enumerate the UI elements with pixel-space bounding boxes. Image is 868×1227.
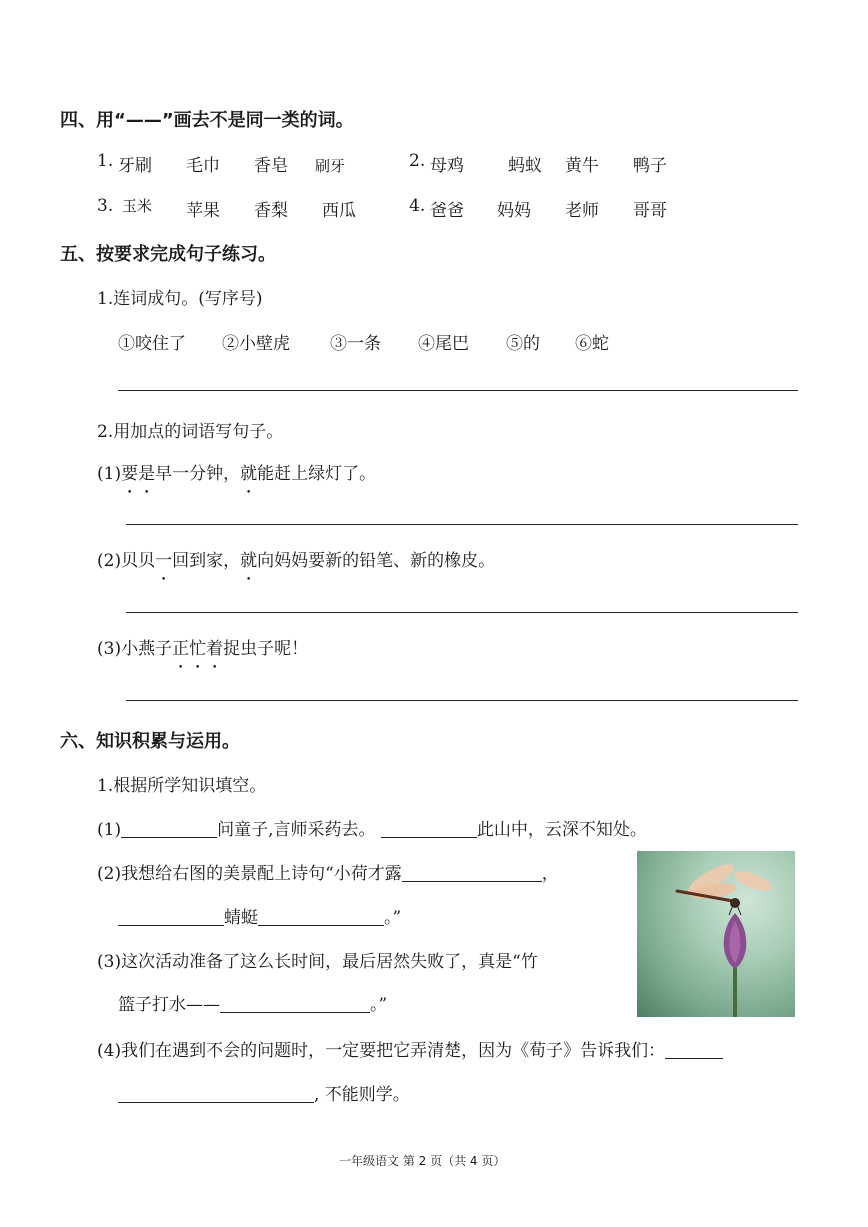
question-2: 2.用加点的词语写句子。: [97, 422, 284, 442]
word-card: ②小壁虎: [222, 334, 290, 354]
fill-blank-4-cont: [118, 1080, 410, 1105]
fill-blank-1: [97, 815, 647, 840]
blank[interactable]: [118, 907, 224, 926]
blank[interactable]: [118, 1084, 314, 1103]
sentence-text: 小燕子: [121, 639, 173, 659]
word: 苹果: [186, 201, 220, 221]
word: 西瓜: [322, 201, 356, 221]
word: 刷牙: [315, 157, 346, 175]
blank[interactable]: [258, 907, 384, 926]
word: 母鸡: [430, 156, 464, 176]
blank[interactable]: [121, 819, 217, 838]
dotted-char: 就: [240, 551, 258, 571]
item-number: 3.: [97, 196, 114, 216]
word: 香梨: [254, 201, 288, 221]
dragonfly-icon: [637, 851, 795, 1017]
sentence-text: 早一分钟，: [155, 464, 241, 484]
blank[interactable]: [220, 994, 370, 1013]
question-1: 1.根据所学知识填空。: [97, 776, 267, 796]
word: 黄牛: [565, 156, 599, 176]
word-card: ①咬住了: [118, 334, 186, 354]
item-number: 2.: [409, 151, 426, 171]
word: 毛巾: [186, 156, 220, 176]
section6-title: 六、知识积累与运用。: [60, 731, 240, 752]
poem-text: 此山中，云深不知处。: [476, 820, 647, 840]
item-number: 1.: [97, 151, 114, 171]
fill-blank-3-cont: [118, 990, 387, 1015]
item-number: 4.: [409, 196, 426, 216]
sentence-number: (2): [97, 551, 122, 571]
section5-title: 五、按要求完成句子练习。: [60, 244, 276, 265]
dotted-char: 要: [121, 464, 139, 484]
sentence-1: [97, 459, 376, 484]
sentence-text: 向妈妈要新的铅笔、新的橡皮。: [257, 551, 496, 571]
item-number: (2): [97, 864, 122, 884]
poem-text: 蜻蜓: [224, 908, 258, 928]
dragonfly-lotus-photo: [637, 851, 795, 1017]
answer-line[interactable]: [126, 612, 798, 613]
dotted-char: 正: [172, 639, 190, 659]
word-card: ④尾巴: [418, 334, 469, 354]
word: 鸭子: [633, 156, 667, 176]
fill-blank-2-cont: [118, 903, 401, 928]
fill-blank-2: [97, 859, 559, 884]
blank[interactable]: [665, 1040, 723, 1059]
word-card: ③一条: [330, 334, 381, 354]
item-number: (4): [97, 1041, 122, 1061]
item-number: (3): [97, 952, 122, 972]
word-card: ⑤的: [506, 334, 540, 354]
word: 爸爸: [430, 201, 464, 221]
dotted-char: 着: [206, 639, 224, 659]
blank[interactable]: [381, 819, 477, 838]
dotted-char: 是: [138, 464, 156, 484]
sentence-number: (1): [97, 464, 122, 484]
answer-line[interactable]: [118, 390, 798, 391]
dotted-char: 一: [155, 551, 173, 571]
word: 香皂: [254, 156, 288, 176]
word-card: ⑥蛇: [575, 334, 609, 354]
sentence-number: (3): [97, 639, 122, 659]
word: 哥哥: [633, 201, 667, 221]
sentence-text: 捉虫子呢！: [223, 639, 309, 659]
dotted-char: 就: [240, 464, 258, 484]
poem-text: 我想给右图的美景配上诗句“小荷才露: [121, 864, 402, 884]
fill-blank-4: [97, 1036, 723, 1061]
answer-line[interactable]: [126, 700, 798, 701]
quote-text: , 不能则学。: [314, 1085, 410, 1105]
word: 蚂蚁: [508, 156, 542, 176]
quote-text: 我们在遇到不会的问题时，一定要把它弄清楚，因为《荀子》告诉我们：: [121, 1041, 666, 1061]
sentence-text: 贝贝: [121, 551, 156, 571]
blank[interactable]: [402, 863, 542, 882]
page-footer: 一年级语文 第 2 页（共 4 页）: [339, 1154, 506, 1168]
poem-text: 问童子,言师采药去。: [217, 820, 376, 840]
section4-title: 四、用“——”画去不是同一类的词。: [60, 110, 354, 131]
sentence-text: 能赶上绿灯了。: [257, 464, 377, 484]
word: 老师: [565, 201, 599, 221]
word: 妈妈: [497, 201, 531, 221]
idiom-text: 。”: [370, 995, 388, 1015]
dotted-char: 忙: [189, 639, 207, 659]
sentence-text: 回到家，: [172, 551, 241, 571]
poem-text: 。”: [384, 908, 402, 928]
fill-blank-3: [97, 947, 538, 972]
idiom-text: 篮子打水——: [118, 995, 220, 1015]
item-number: (1): [97, 820, 122, 840]
word: 牙刷: [118, 156, 152, 176]
word: 玉米: [122, 197, 153, 215]
question-1: 1.连词成句。(写序号): [97, 289, 263, 309]
idiom-text: 这次活动准备了这么长时间，最后居然失败了，真是“竹: [121, 952, 538, 972]
answer-line[interactable]: [126, 524, 798, 525]
poem-text: ，: [541, 864, 559, 884]
sentence-3: [97, 634, 308, 659]
sentence-2: [97, 546, 495, 571]
